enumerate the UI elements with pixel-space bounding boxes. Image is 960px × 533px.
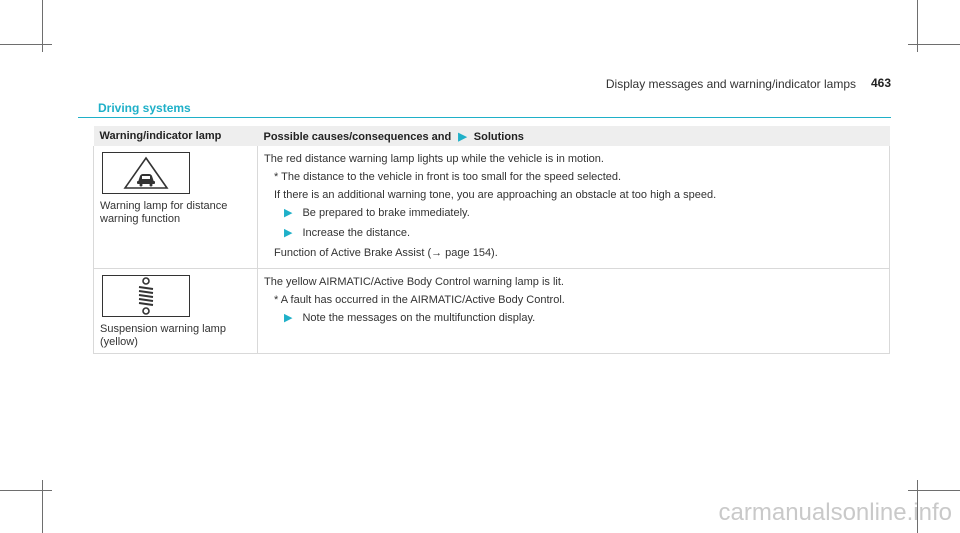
crop-mark <box>908 490 960 491</box>
page-number: 463 <box>870 76 891 90</box>
suspension-icon <box>102 275 190 317</box>
lamp-cell <box>94 146 258 269</box>
crop-mark <box>0 490 52 491</box>
table-row <box>94 146 890 269</box>
solution-arrow-icon: ▶ <box>284 312 293 324</box>
distance-warning-icon <box>102 152 190 194</box>
crop-mark <box>42 480 43 533</box>
cross-reference-link[interactable]: Function of Active Brake Assist (→ page 154). <box>274 247 498 259</box>
lamp-label: Suspension warning lamp (yellow) <box>100 323 226 348</box>
crop-mark <box>908 44 960 45</box>
running-header: Display messages and warning/indicator lamps <box>605 77 856 91</box>
warning-lamp-table <box>93 126 890 354</box>
column-header-causes-text: Possible causes/consequences and <box>263 130 452 143</box>
crop-mark <box>42 0 43 52</box>
watermark: carmanualsonline.info <box>718 499 952 526</box>
crop-mark <box>0 44 52 45</box>
table-header-row <box>94 126 890 146</box>
solution-step-text: Be prepared to brake immediately. <box>302 207 470 219</box>
solution-step <box>264 206 883 220</box>
section-title: Driving systems <box>98 101 191 115</box>
column-header-lamp: Warning/indicator lamp <box>94 126 258 146</box>
cause-intro: The red distance warning lamp lights up while the vehicle is in motion. <box>264 153 604 165</box>
crop-mark <box>917 0 918 52</box>
solution-step <box>264 226 883 240</box>
table-row <box>94 269 890 354</box>
cause-text: * The distance to the vehicle in front is too small for the speed selected. <box>274 171 622 183</box>
cause-note: If there is an additional warning tone, you are approaching an obstacle at too high a speed. <box>274 189 717 201</box>
column-header-causes <box>258 126 890 146</box>
section-rule <box>78 117 891 118</box>
lamp-cell <box>94 269 258 354</box>
solution-arrow-icon: ▶ <box>284 227 293 239</box>
solution-step-text: Increase the distance. <box>302 227 411 239</box>
lamp-label: Warning lamp for distance warning function <box>100 200 228 225</box>
cause-intro: The yellow AIRMATIC/Active Body Control warning lamp is lit. <box>264 276 564 288</box>
causes-cell <box>258 269 890 354</box>
causes-cell <box>258 146 890 269</box>
solution-arrow-icon: ▶ <box>284 207 293 219</box>
solution-step <box>264 311 883 325</box>
solution-step-text: Note the messages on the multifunction display. <box>302 312 536 324</box>
cause-text: * A fault has occurred in the AIRMATIC/Active Body Control. <box>274 294 565 306</box>
solution-arrow-icon: ▶ <box>458 130 467 143</box>
column-header-solutions: Solutions <box>473 130 524 143</box>
